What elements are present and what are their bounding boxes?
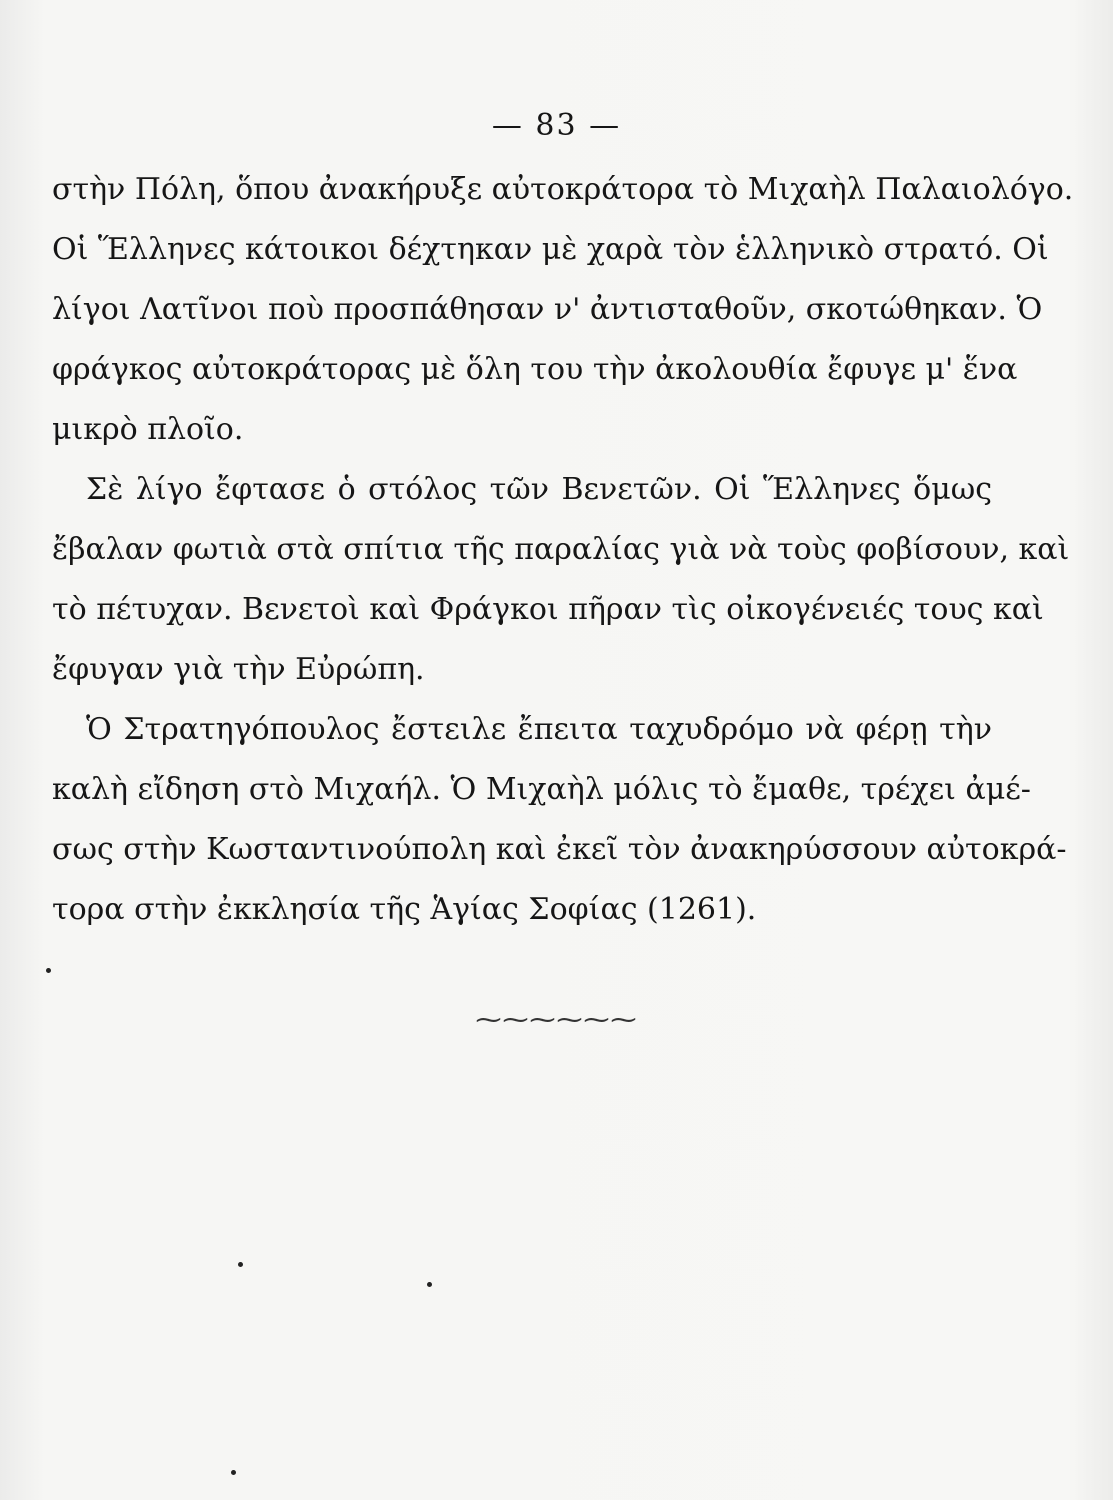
- text-line: στὴν Πόλη, ὅπου ἀνακήρυξε αὐτοκράτορα τὸ Μιχαὴλ Παλαιολόγο.: [52, 172, 1074, 207]
- ink-speck: [46, 968, 51, 973]
- page-number: — 83 —: [491, 108, 622, 143]
- ink-speck: [231, 1470, 236, 1475]
- text-line: τορα στὴν ἐκκλησία τῆς Ἁγίας Σοφίας (1261).: [52, 892, 757, 927]
- text-line: Ὁ Στρατηγόπουλος ἔστειλε ἔπειτα ταχυδρόμο νὰ φέρῃ τὴν: [86, 712, 992, 747]
- text-line: ἔβαλαν φωτιὰ στὰ σπίτια τῆς παραλίας γιὰ νὰ τοὺς φοβίσουν, καὶ: [52, 532, 1070, 567]
- text-line: Σὲ λίγο ἔφτασε ὁ στόλος τῶν Βενετῶν. Οἱ Ἕλληνες ὅμως: [86, 472, 992, 507]
- ink-speck: [238, 1262, 243, 1267]
- text-body: [52, 160, 1074, 940]
- text-line: καλὴ εἴδηση στὸ Μιχαήλ. Ὁ Μιχαὴλ μόλις τὸ ἔμαθε, τρέχει ἀμέ-: [52, 772, 1031, 807]
- text-line: Οἱ Ἕλληνες κάτοικοι δέχτηκαν μὲ χαρὰ τὸν ἑλληνικὸ στρατό. Οἱ: [52, 232, 1049, 267]
- text-line: φράγκος αὐτοκράτορας μὲ ὅλη του τὴν ἀκολουθία ἔφυγε μ' ἕνα: [52, 352, 1018, 387]
- ink-speck: [427, 1282, 432, 1287]
- text-line: σως στὴν Κωσταντινούπολη καὶ ἐκεῖ τὸν ἀνακηρύσσουν αὐτοκρά-: [52, 832, 1067, 867]
- text-line: λίγοι Λατῖνοι ποὺ προσπάθησαν ν' ἀντισταθοῦν, σκοτώθηκαν. Ὁ: [52, 292, 1043, 327]
- text-line: τὸ πέτυχαν. Βενετοὶ καὶ Φράγκοι πῆραν τὶς οἰκογένειές τους καὶ: [52, 592, 1044, 627]
- section-ornament: ⁓⁓⁓⁓⁓⁓: [475, 1005, 638, 1035]
- text-line: μικρὸ πλοῖο.: [52, 412, 244, 447]
- text-line: ἔφυγαν γιὰ τὴν Εὐρώπη.: [52, 652, 425, 687]
